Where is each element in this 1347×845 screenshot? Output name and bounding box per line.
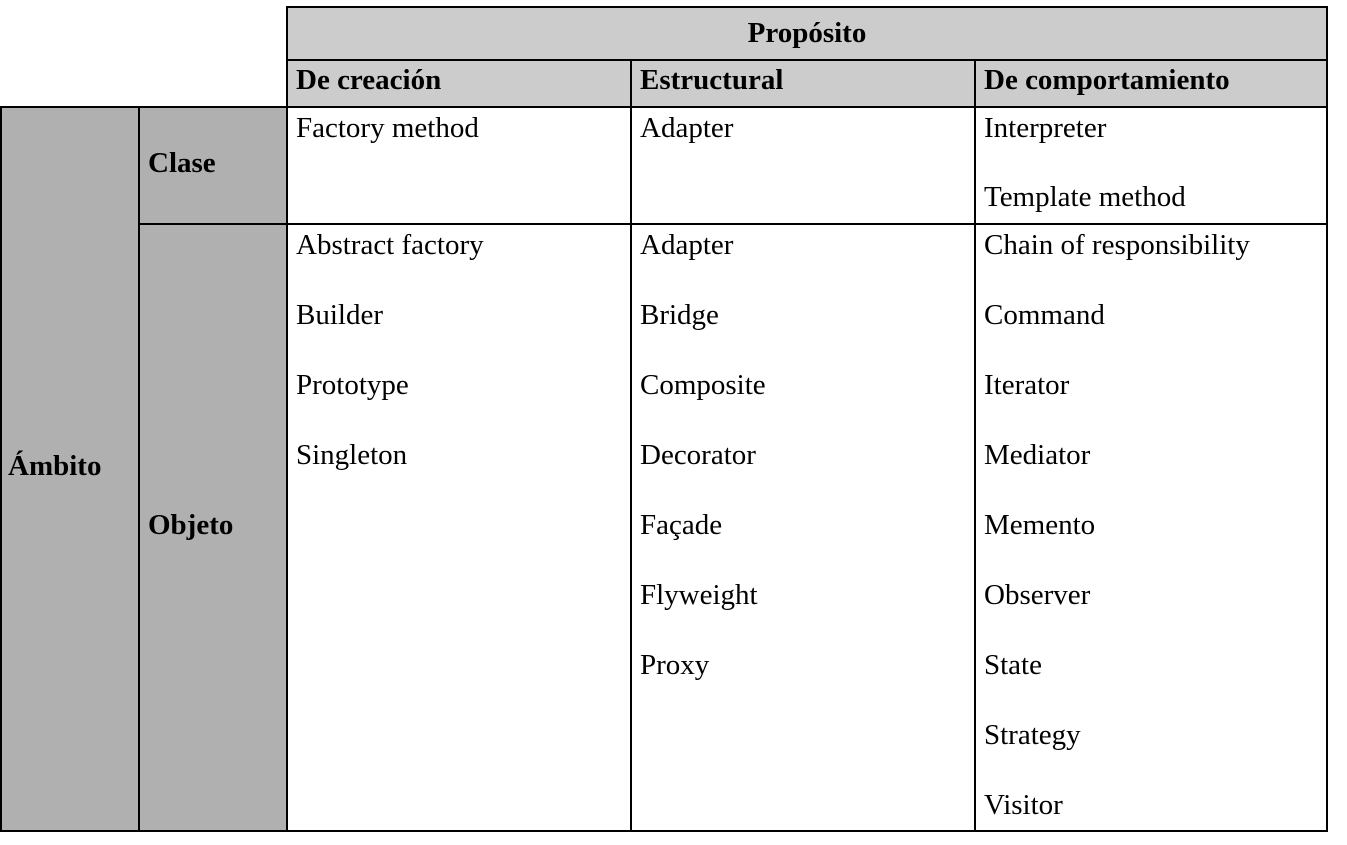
objeto-comportamiento-item: State: [984, 649, 1042, 681]
clase-comportamiento-item: Template method: [984, 181, 1186, 213]
objeto-estructural-item: Composite: [640, 369, 766, 401]
objeto-creacion-item: Builder: [296, 299, 383, 331]
objeto-creacion-item: Abstract factory: [296, 229, 484, 261]
border-col2-col3: [974, 59, 976, 832]
objeto-comportamiento-item: Iterator: [984, 369, 1070, 401]
ambito-label: Ámbito: [8, 450, 102, 482]
objeto-comportamiento-item: Observer: [984, 579, 1091, 611]
objeto-estructural-item: Flyweight: [640, 579, 758, 611]
objeto-comportamiento-item: Command: [984, 299, 1105, 331]
objeto-estructural-item: Decorator: [640, 439, 756, 471]
objeto-estructural-item: Proxy: [640, 649, 710, 681]
objeto-estructural-item: Façade: [640, 509, 723, 541]
clase-creacion-item: Factory method: [296, 112, 479, 144]
border-bottom: [0, 830, 1328, 832]
border-row-content: [286, 6, 288, 832]
column-header-comportamiento: De comportamiento: [984, 64, 1230, 96]
border-ambito-row: [138, 106, 140, 832]
border-under-proposito: [286, 59, 1328, 61]
objeto-comportamiento-item: Memento: [984, 509, 1096, 541]
objeto-comportamiento-item: Visitor: [984, 789, 1063, 821]
column-header-estructural: Estructural: [640, 64, 784, 96]
border-under-clase: [139, 223, 1328, 225]
border-under-columns: [0, 106, 1328, 108]
clase-label: Clase: [148, 147, 216, 179]
column-header-creacion: De creación: [296, 64, 442, 96]
border-col1-col2: [630, 59, 632, 832]
clase-comportamiento-item: Interpreter: [984, 112, 1107, 144]
border-left-ambito: [0, 106, 2, 832]
border-right: [1326, 6, 1328, 832]
objeto-label: Objeto: [148, 509, 234, 541]
objeto-estructural-item: Bridge: [640, 299, 719, 331]
border-top: [286, 6, 1328, 8]
clase-estructural-item: Adapter: [640, 112, 734, 144]
proposito-label: Propósito: [747, 17, 867, 49]
objeto-creacion-item: Singleton: [296, 439, 408, 471]
objeto-estructural-item: Adapter: [640, 229, 734, 261]
objeto-comportamiento-item: Strategy: [984, 719, 1081, 751]
objeto-creacion-item: Prototype: [296, 369, 409, 401]
objeto-comportamiento-item: Chain of responsibility: [984, 229, 1250, 261]
objeto-comportamiento-item: Mediator: [984, 439, 1091, 471]
